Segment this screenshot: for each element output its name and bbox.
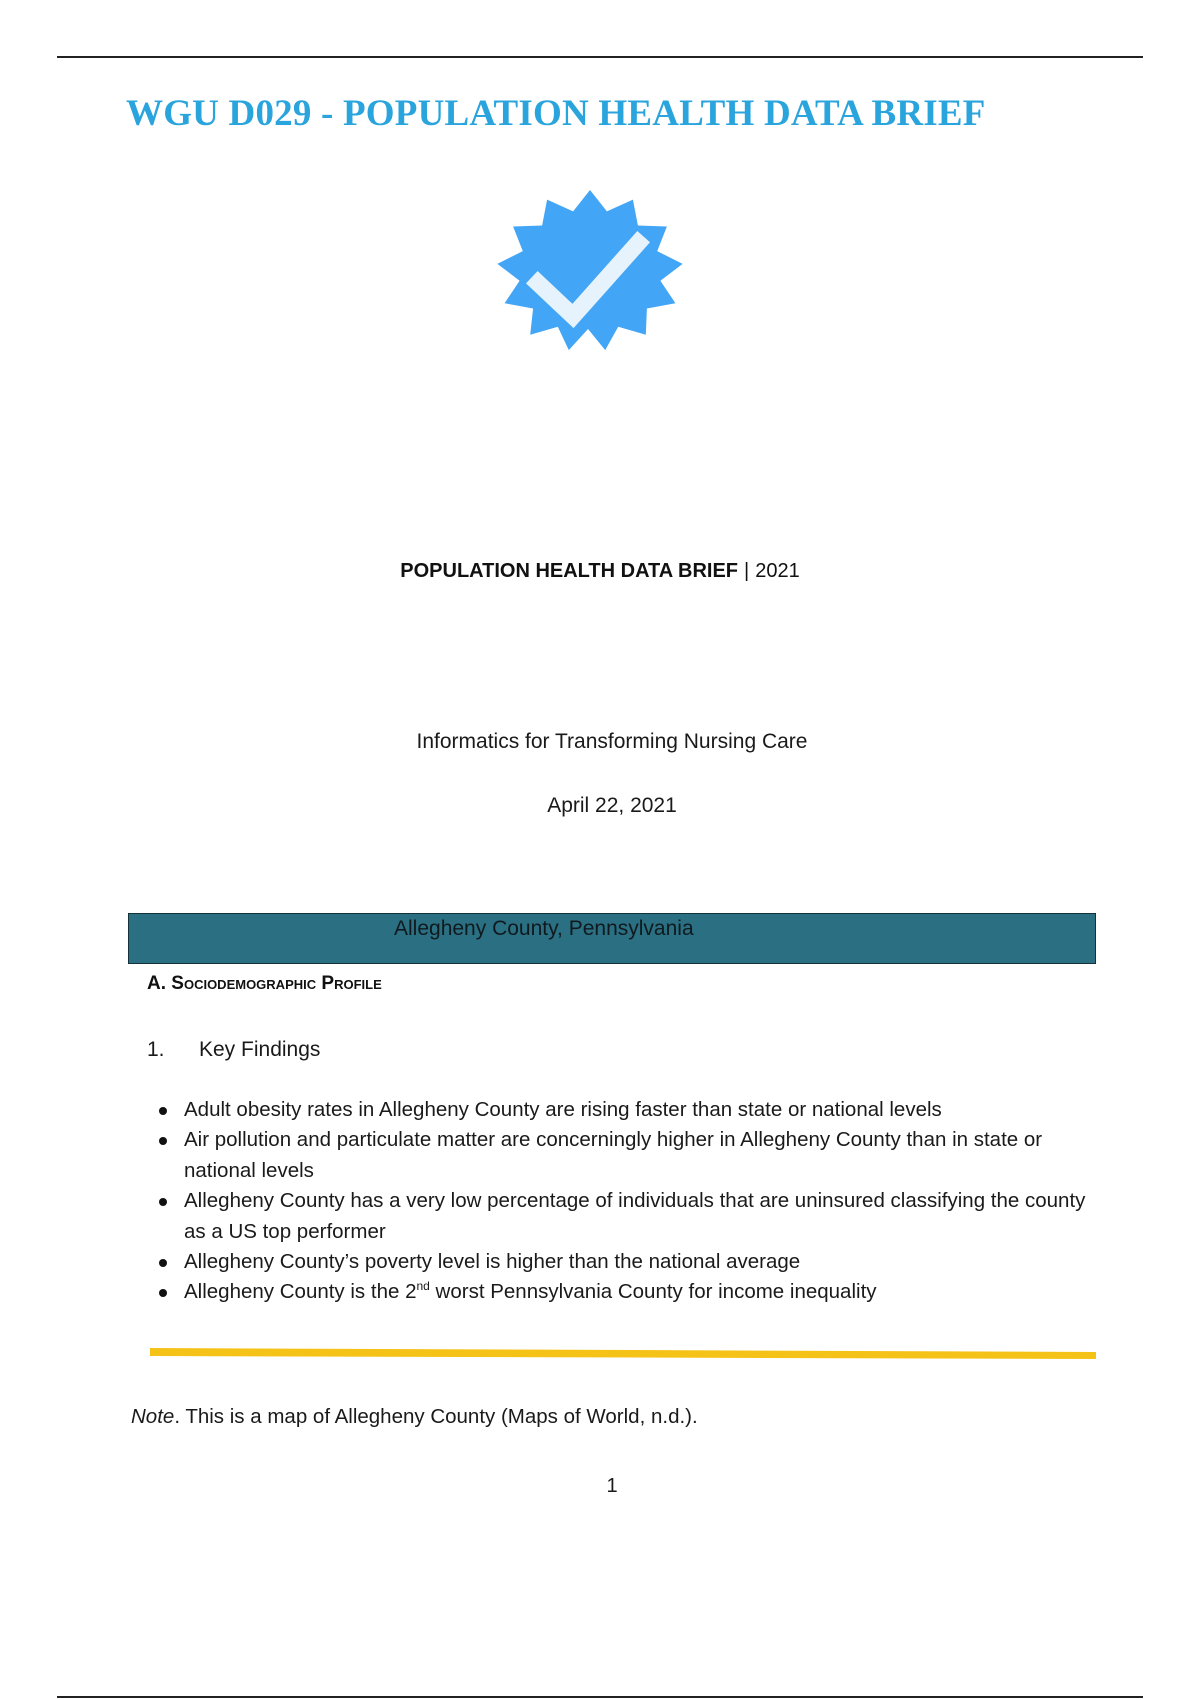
finding-item — [157, 1277, 1107, 1307]
note-text: . This is a map of Allegheny County (Maps of World, n.d.). — [174, 1405, 698, 1428]
numbered-item-label: Key Findings — [199, 1038, 321, 1061]
brief-subtitle-year: 2021 — [755, 560, 800, 582]
county-banner-label: Allegheny County, Pennsylvania — [394, 917, 694, 940]
finding-item: Air pollution and particulate matter are concerningly higher in Allegheny County than in state or national levels — [157, 1125, 1107, 1186]
finding-text: Allegheny County is the 2 — [184, 1280, 417, 1304]
finding-item: Adult obesity rates in Allegheny County are rising faster than state or national levels — [157, 1095, 1107, 1125]
section-heading: A. Sociodemographic Profile — [147, 973, 382, 994]
verified-check-badge-icon — [478, 168, 702, 390]
map-note — [131, 1405, 698, 1429]
bottom-divider — [57, 1696, 1143, 1698]
document-date: April 22, 2021 — [547, 794, 677, 817]
finding-item: Allegheny County has a very low percentage of individuals that are uninsured classifying the county as a US top performer — [157, 1186, 1107, 1247]
brief-subtitle — [0, 560, 1200, 583]
key-findings-list — [157, 1095, 1107, 1308]
course-name: Informatics for Transforming Nursing Care — [416, 730, 808, 753]
badge-svg — [478, 168, 702, 390]
gold-divider — [150, 1347, 1096, 1359]
document-title: WGU D029 - POPULATION HEALTH DATA BRIEF — [126, 93, 986, 134]
finding-text: worst Pennsylvania County for income inequality — [429, 1280, 877, 1304]
brief-subtitle-separator: | — [744, 560, 750, 582]
page-number: 1 — [606, 1475, 618, 1497]
numbered-item-number: 1. — [147, 1038, 165, 1061]
top-divider — [57, 56, 1143, 58]
gold-divider-svg — [150, 1347, 1096, 1359]
note-label: Note — [131, 1405, 175, 1428]
county-banner — [128, 913, 1096, 964]
finding-superscript: nd — [416, 1279, 430, 1294]
brief-subtitle-title: POPULATION HEALTH DATA BRIEF — [400, 560, 739, 582]
finding-item: Allegheny County’s poverty level is higher than the national average — [157, 1247, 1107, 1277]
numbered-item — [147, 1038, 320, 1062]
